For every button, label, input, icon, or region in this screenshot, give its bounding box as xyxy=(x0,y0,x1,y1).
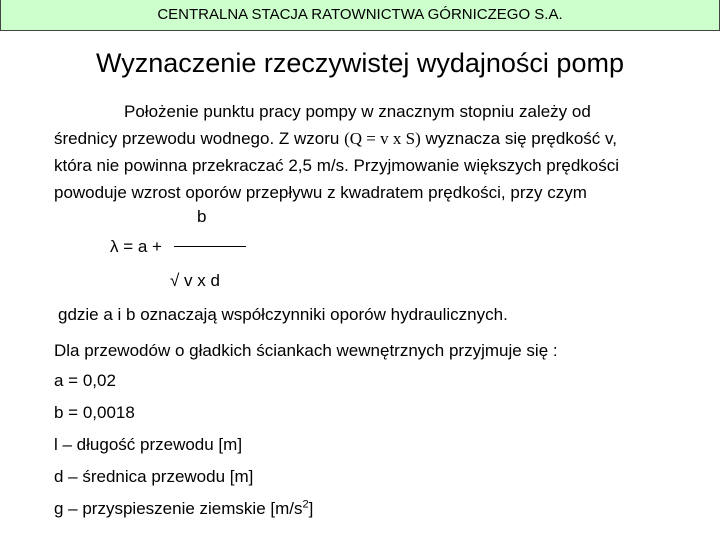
definition-g-close: ] xyxy=(308,499,314,518)
definition-g-exponent: 2 xyxy=(302,498,309,511)
formula-lhs: λ = a + xyxy=(110,237,162,256)
paragraph-line-1: Położenie punktu pracy pompy w znacznym stopniu zależy od xyxy=(124,102,591,121)
definition-l: l – długość przewodu [m] xyxy=(54,435,243,454)
definition-a: a = 0,02 xyxy=(54,371,116,390)
smooth-pipes-intro: Dla przewodów o gładkich ściankach wewnętrznych przyjmuje się : xyxy=(54,341,558,360)
definition-g-text: g – przyspieszenie ziemskie [m/s xyxy=(54,499,303,518)
paragraph-line-2-before: średnicy przewodu wodnego. Z wzoru xyxy=(54,129,345,148)
formula-denominator: √ v x d xyxy=(170,271,220,290)
fraction-line xyxy=(174,246,246,247)
formula-numerator: b xyxy=(197,207,207,226)
flow-formula: (Q = v x S) xyxy=(344,129,421,148)
definition-d: d – średnica przewodu [m] xyxy=(54,467,254,486)
header-bar xyxy=(0,0,720,31)
paragraph-line-3: która nie powinna przekraczać 2,5 m/s. Przyjmowanie większych prędkości xyxy=(54,156,620,175)
header-title: CENTRALNA STACJA RATOWNICTWA GÓRNICZEGO S.A. xyxy=(157,6,563,23)
paragraph-line-2 xyxy=(54,125,694,152)
definition-b: b = 0,0018 xyxy=(54,403,135,422)
explanation-text: gdzie a i b oznaczają współczynniki oporów hydraulicznych. xyxy=(58,305,508,324)
definition-g xyxy=(54,498,313,520)
paragraph-line-4: powoduje wzrost oporów przepływu z kwadratem prędkości, przy czym xyxy=(54,183,587,202)
intro-paragraph xyxy=(54,98,694,206)
slide-title: Wyznaczenie rzeczywistej wydajności pomp xyxy=(96,48,624,78)
paragraph-line-2-after: wyznacza się prędkość v, xyxy=(420,129,617,148)
